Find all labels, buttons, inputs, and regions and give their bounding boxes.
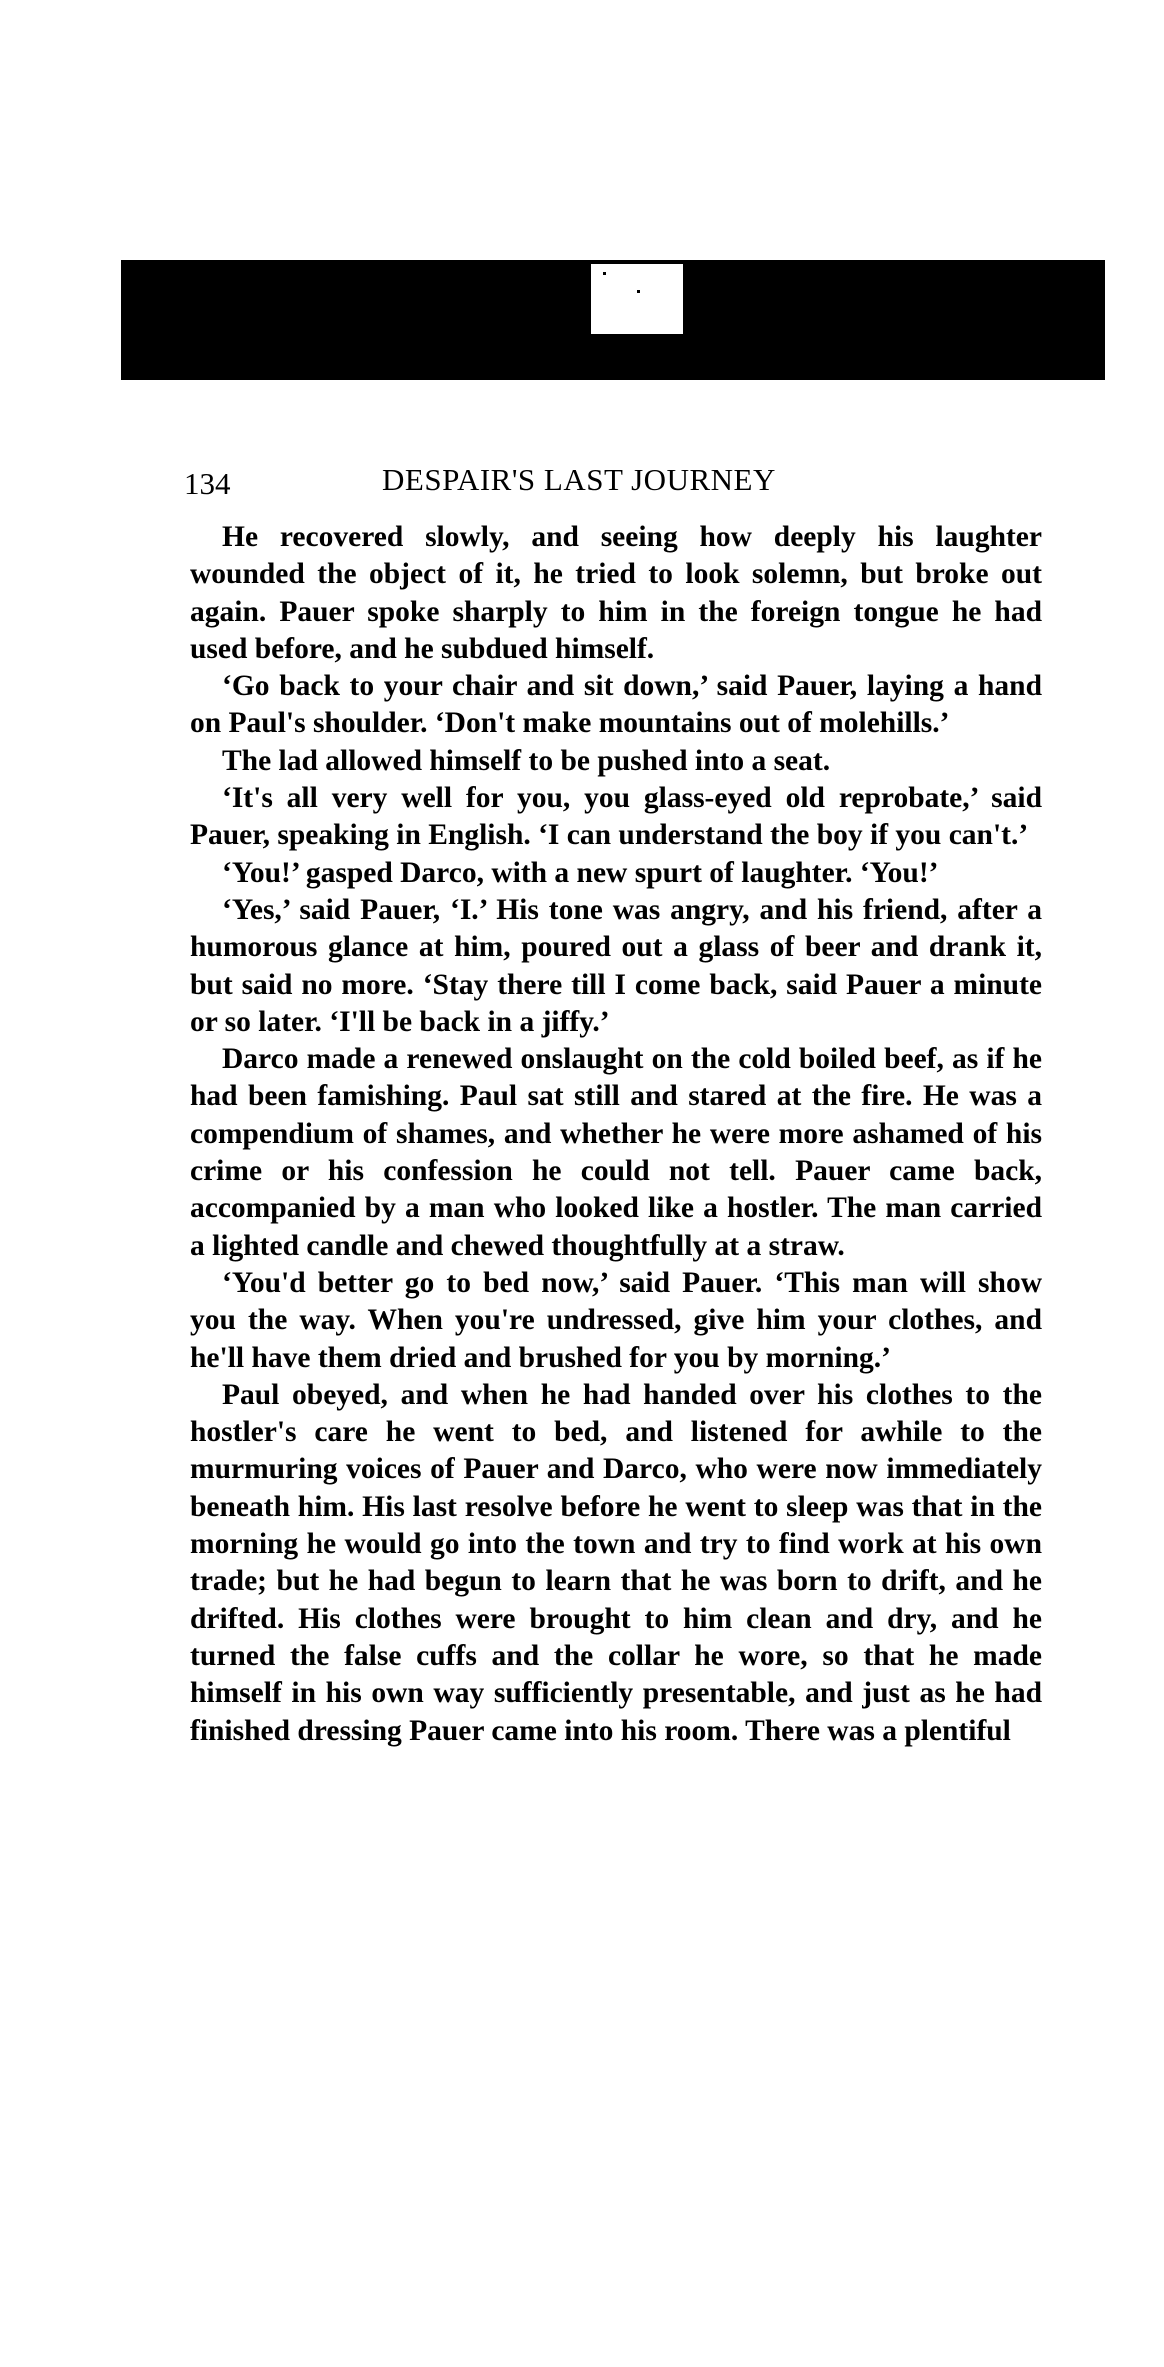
paragraph: The lad allowed himself to be pushed into a seat.	[222, 744, 831, 777]
scan-speck	[637, 290, 640, 293]
running-head	[184, 455, 1042, 505]
scan-artifact-bar	[121, 260, 1105, 380]
paragraph: ‘Yes,’ said Pauer, ‘I.’ His tone was angry, and his friend, after a humorous glance at him, poured out a glass of beer and drank it, but said no more. ‘Stay there till I come back, said Pauer a minute or so later. ‘I'll be back in a jiffy.’	[190, 893, 1042, 1038]
scan-speck	[603, 272, 606, 275]
running-head-title: DESPAIR'S LAST JOURNEY	[382, 462, 776, 497]
paragraph: He recovered slowly, and seeing how deeply his laughter wounded the object of it, he tried to look solemn, but broke out again. Pauer spoke sharply to him in the foreign tongue he had used before, and he subdued himself.	[190, 521, 1042, 665]
scan-artifact-notch	[591, 264, 683, 334]
paragraph: ‘You!’ gasped Darco, with a new spurt of laughter. ‘You!’	[222, 856, 939, 889]
book-page	[184, 455, 1042, 1750]
paragraph: Darco made a renewed onslaught on the cold boiled beef, as if he had been famishing. Paul sat still and stared at the fire. He was a compendium of shames, and whether he were more ashamed of his crime or his confession he could not tell. Pauer came back, accompanied by a man who looked like a hostler. The man carried a lighted candle and chewed thoughtfully at a straw.	[190, 1043, 1042, 1262]
paragraph: ‘Go back to your chair and sit down,’ said Pauer, laying a hand on Paul's shoulder. ‘Don't make mountains out of molehills.’	[190, 670, 1042, 740]
paragraph: ‘You'd better go to bed now,’ said Pauer. ‘This man will show you the way. When you're undressed, give him your clothes, and he'll have them dried and brushed for you by morning.’	[190, 1266, 1042, 1374]
body-text	[190, 519, 1042, 1750]
paragraph: ‘It's all very well for you, you glass-eyed old reprobate,’ said Pauer, speaking in English. ‘I can understand the boy if you can't.’	[190, 782, 1042, 852]
page-number: 134	[184, 466, 231, 501]
paragraph: Paul obeyed, and when he had handed over his clothes to the hostler's care he went to bed, and listened for awhile to the murmuring voices of Pauer and Darco, who were now immediately beneath him. His last resolve before he went to sleep was that in the morning he would go into the town and try to find work at his own trade; but he had begun to learn that he was born to drift, and he drifted. His clothes were brought to him clean and dry, and he turned the false cuffs and the collar he wore, so that he made himself in his own way sufficiently presentable, and just as he had finished dressing Pauer came into his room. There was a plentiful	[190, 1378, 1042, 1747]
